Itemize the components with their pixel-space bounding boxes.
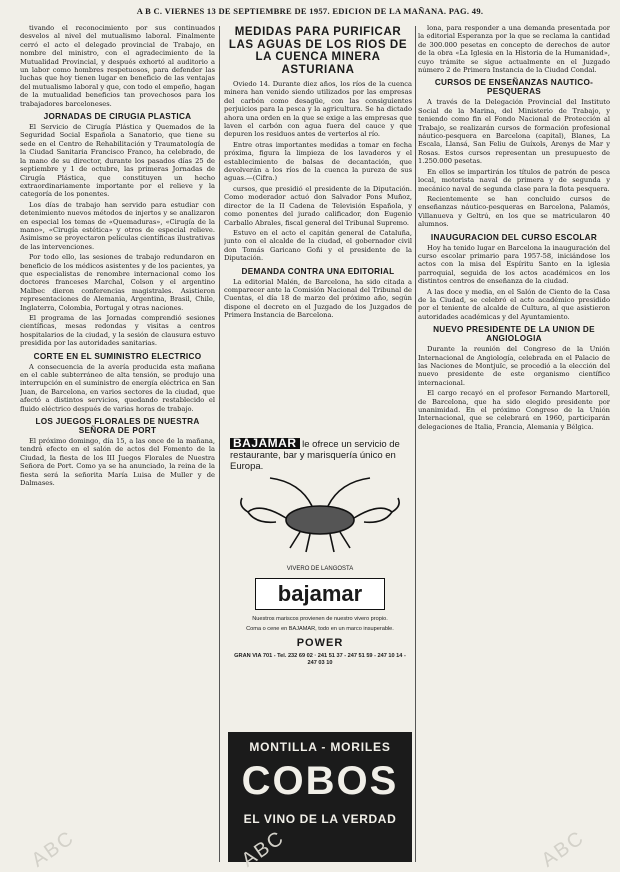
article-heading: NUEVO PRESIDENTE DE LA UNION DE ANGIOLOGIA xyxy=(433,325,595,344)
article-text: Los días de trabajo han servido para estudiar con detenimiento nuevos métodos de injertos y se analizaron en especial los temas de «Quemaduras», «Cirugía de la mano», «Cirugía estética» y otros de especial relieve. Asimismo se proyectaron películas científicas ilustrativas de las intervenciones. xyxy=(20,200,215,251)
page-header: A B C. VIERNES 13 DE SEPTIEMBRE DE 1957. EDICION DE LA MAÑANA. PAG. 49. xyxy=(136,6,484,16)
lobster-icon xyxy=(230,472,410,558)
column-divider xyxy=(219,26,220,862)
article-text: Hoy ha tenido lugar en Barcelona la inauguración del curso escolar primario para 1957-58, iniciándose los actos con la misa del Espíritu Santo en la iglesia parroquial, seguida de los actos académicos en los distintos centros de enseñanza de la ciudad. xyxy=(418,243,610,286)
ad-vivero-label: VIVERO DE LANGOSTA xyxy=(286,566,354,572)
article-text: cursos, que presidió el presidente de la Diputación. Como moderador actuó don Salvador Pons Muñoz, director de la II Cadena de Televisión Española, y como ponentes del jurado calificador, don Eugenio Carballo Abrales, fiscal general del Tribunal Supremo. xyxy=(224,184,412,227)
ad-headline xyxy=(230,438,410,472)
ad-cobos-brand: COBOS xyxy=(241,759,399,803)
article-text: A través de la Delegación Provincial del Instituto Social de la Marina, del Ministerio de Trabajo, y teniendo como fin el Fondo Nacional de Protección al Trabajo, se realizarán cursos de formación profesional náutico-pesquera en Barcelona (capital), Blanes, La Escala, Llansá, San Feliu de Guíxols, Arenys de Mar y Rosas. Estos cursos representan un presupuesto de 1.250.000 pesetas. xyxy=(418,98,610,166)
column-1 xyxy=(20,24,215,864)
article-text: El cargo recayó en el profesor Fernando Martorell, de Barcelona, que ha sido elegido presidente por unanimidad. En el próximo Congreso de la Unión Internacional, que se celebrará en 1960, participarán delegaciones de Italia, Francia, Alemania y Bélgica. xyxy=(418,389,610,431)
column-divider xyxy=(415,26,416,862)
bajamar-advertisement xyxy=(230,438,410,720)
column-2 xyxy=(224,24,412,434)
article-text: Entre otras importantes medidas a tomar en fecha próxima, figura la limpieza de los lavaderos y el establecimiento de balsas de decantación, que devolverán a los ríos de la cuenca la pureza de sus aguas.—(Cifra.) xyxy=(224,140,412,183)
article-text: Oviedo 14. Durante diez años, los ríos de la cuenca minera han venido siendo utilizados por las empresas del carbón como desagüe, con las consiguientes perjuicios para la pesca y la agricultura. Se ha dictado ahora una orden en la que se exige a las empresas que laven el carbón con agua fuera del cauce y que depuren los residuos antes de verterlos al río. xyxy=(224,80,412,139)
article-text: tivando el reconocimiento por sus continuados desvelos al nivel del mutualismo laboral. Finalmente cerró el acto el delegado provincial de Trabajo, en nombre del ministro, con el agradecimiento de la Mutualidad Provincial, y después exhortó al auditorio a un labor como hombres respetuosos, para defender las luchas que hoy tienen lugar en beneficio de las ventajas del mutualismo laboral y que, con todo el empeño, hagan de la mutualidad beneficios tan provechosos para los trabajadores barceloneses. xyxy=(20,24,215,108)
bajamar-logo: bajamar xyxy=(255,578,385,610)
article-heading: CORTE EN EL SUMINISTRO ELECTRICO xyxy=(33,351,202,361)
abc-watermark: ABC xyxy=(27,826,79,872)
article-text: El Servicio de Cirugía Plástica y Quemados de la Seguridad Social Española a Sanatorio, que tiene su sede en el Centro de Rehabilitación y Traumatología de la Ciudad Sanitaria Francisco Franco, ha celebrado, de la mano de su director, durante los pasados días 25 de septiembre y 1 de octubre, las primeras Jornadas de Cirugía Plástica, que constituyen un hecho extraordinariamente importante por el relieve y la categoría de los ponentes. xyxy=(20,123,215,199)
ad-power-logo: POWER xyxy=(296,637,344,649)
article-heading: CURSOS DE ENSEÑANZAS NAUTICO-PESQUERAS xyxy=(434,78,594,97)
article-text: El próximo domingo, día 15, a las once de la mañana, tendrá efecto en el salón de actos del Fomento de la Ciudad, la fiesta de los III Juegos Florales de Nuestra Señora de Port. Como ya se ha anunciado, la reina de la fiesta será la señorita María Luisa de Muller y de Dalmases. xyxy=(20,437,215,488)
article-heading: INAUGURACION DEL CURSO ESCOLAR xyxy=(430,232,598,242)
article-text: Por todo ello, las sesiones de trabajo redundaron en beneficio de los médicos asistentes y de los pacientes, ya que especialistas de renombre internacional como los doctores franceses Marchal, Colson y el argentino Malbec dieron conferencias magistrales. Asistieron representaciones de Alemania, Argentina, Brasil, Chile, Inglaterra, Colombia, Portugal y otras naciones. xyxy=(20,253,215,312)
article-title: MEDIDAS PARA PURIFICAR LAS AGUAS DE LOS RIOS DE LA CUENCA MINERA ASTURIANA xyxy=(228,26,408,76)
ad-headline-text: le ofrece un servicio de restaurante, bar y marisquería único en Europa. xyxy=(230,439,400,472)
ad-address: GRAN VIA 701 - Tel. 232 69 02 · 241 51 37 - 247 51 59 - 247 10 14 - 247 03 10 xyxy=(234,653,406,666)
article-text: La editorial Malén, de Barcelona, ha sido citada a comparecer ante la Comisión Nacional del Tribunal de Cuentas, el día 18 de marzo del próximo año, según dispone el decreto en el Juzgado de los Juzgados de Primera Instancia de Barcelona. xyxy=(224,277,412,320)
article-text: Estuvo en el acto el capitán general de Cataluña, junto con el alcalde de la ciudad, el gobernador civil don Tomás Garicano Goñi y el presidente de la Diputación. xyxy=(224,228,412,263)
column-3 xyxy=(418,24,610,864)
ad-headline-brand: BAJAMAR xyxy=(230,438,300,449)
ad-note: Nuestros mariscos provienen de nuestro vivero propio. xyxy=(252,616,388,622)
abc-watermark: ABC xyxy=(537,826,589,872)
article-text: Recientemente se han concluido cursos de enseñanzas náutico-pesqueras en Barcelona, Palamós, Villanueva y Geltrú, en los que se matricularon 40 alumnos. xyxy=(418,194,610,229)
ad-note: Coma o cene en BAJAMAR, todo en un marco insuperable. xyxy=(246,626,394,632)
article-text: En ellos se impartirán los títulos de patrón de pesca local, motorista naval de primera y de segunda y mecánico naval de segunda clase para la flota pesquera. xyxy=(418,167,610,193)
article-text: A consecuencia de la avería producida esta mañana en el cable subterráneo de alta tensión, se produjo una interrupción en el suministro de energía eléctrica en San Juan, de Barcelona, en varios sectores de la ciudad, que afectó a distintos servicios, quedando restablecido el fluido eléctrico después de varias horas de trabajo. xyxy=(20,362,215,413)
article-text: lona, para responder a una demanda presentada por la editorial Esperanza por la que se reclama la cantidad de 300.000 pesetas en concepto de derechos de autor de la obra «La Iglesia en la Historia de la Humanidad», cuyo trámite se sigue actualmente en el Juzgado número 2 de Primera Instancia de la Ciudad Condal. xyxy=(418,24,610,75)
article-heading: JORNADAS DE CIRUGIA PLASTICA xyxy=(43,112,192,122)
article-heading: DEMANDA CONTRA UNA EDITORIAL xyxy=(241,266,395,276)
article-heading: LOS JUEGOS FLORALES DE NUESTRA SEÑORA DE PORT xyxy=(35,417,200,436)
article-text: El programa de las Jornadas comprendió sesiones científicas, mesas redondas y visitas a centros hospitalarios de la ciudad, y la sesión de clausura estuvo presidida por las autoridades sanitarias. xyxy=(20,314,215,348)
article-text: A las doce y media, en el Salón de Ciento de la Casa de la Ciudad, se celebró el acto académico presidido por el teniente de alcalde de Cultura, al que asistieron autoridades académicas y del Ayuntamiento. xyxy=(418,287,610,321)
ad-cobos-line1: MONTILLA - MORILES xyxy=(249,740,391,754)
abc-watermark: ABC xyxy=(237,826,289,872)
ad-cobos-slogan: EL VINO DE LA VERDAD xyxy=(243,812,397,826)
article-text: Durante la reunión del Congreso de la Unión Internacional de Angiología, celebrada en el Palacio de las Naciones de Montjuïc, se procedió a la elección del nuevo presidente de este organismo científico internacional. xyxy=(418,345,610,387)
